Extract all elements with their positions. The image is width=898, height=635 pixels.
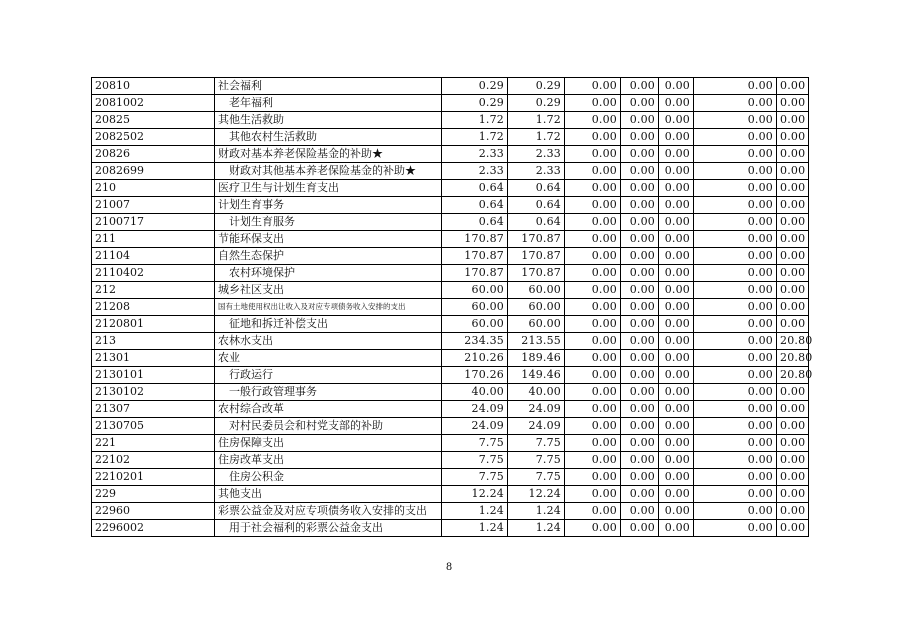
subject-name-cell: 老年福利 [215, 95, 442, 112]
amount-cell-v3: 0.00 [565, 95, 621, 112]
table-row [92, 248, 809, 265]
table-row [92, 197, 809, 214]
subject-code-cell: 2110402 [92, 265, 215, 282]
amount-cell-v1: 170.87 [442, 248, 508, 265]
amount-cell-v1: 7.75 [442, 452, 508, 469]
table-row [92, 299, 809, 316]
amount-cell-v3: 0.00 [565, 401, 621, 418]
amount-cell-v6: 0.00 [694, 452, 777, 469]
table-row [92, 435, 809, 452]
amount-cell-v1: 60.00 [442, 316, 508, 333]
amount-cell-v5: 0.00 [659, 452, 694, 469]
amount-cell-v5: 0.00 [659, 112, 694, 129]
amount-cell-v5: 0.00 [659, 469, 694, 486]
amount-cell-v5: 0.00 [659, 316, 694, 333]
amount-cell-v5: 0.00 [659, 265, 694, 282]
amount-cell-v4: 0.00 [621, 418, 659, 435]
amount-cell-v1: 170.87 [442, 265, 508, 282]
amount-cell-v3: 0.00 [565, 129, 621, 146]
amount-cell-v1: 1.24 [442, 503, 508, 520]
amount-cell-v1: 1.72 [442, 112, 508, 129]
amount-cell-v7: 0.00 [777, 299, 809, 316]
amount-cell-v6: 0.00 [694, 503, 777, 520]
table-row [92, 503, 809, 520]
amount-cell-v4: 0.00 [621, 231, 659, 248]
subject-code-cell: 22102 [92, 452, 215, 469]
amount-cell-v6: 0.00 [694, 163, 777, 180]
amount-cell-v4: 0.00 [621, 265, 659, 282]
amount-cell-v7: 0.00 [777, 282, 809, 299]
page-number: 8 [445, 562, 453, 573]
subject-name-cell: 住房改革支出 [215, 452, 442, 469]
subject-code-cell: 229 [92, 486, 215, 503]
table-row [92, 520, 809, 537]
subject-code-cell: 211 [92, 231, 215, 248]
amount-cell-v2: 60.00 [508, 282, 565, 299]
subject-code-cell: 212 [92, 282, 215, 299]
amount-cell-v3: 0.00 [565, 333, 621, 350]
amount-cell-v3: 0.00 [565, 146, 621, 163]
subject-name-cell: 住房保障支出 [215, 435, 442, 452]
subject-code-cell: 21104 [92, 248, 215, 265]
subject-code-cell: 2082502 [92, 129, 215, 146]
amount-cell-v4: 0.00 [621, 469, 659, 486]
table-row [92, 384, 809, 401]
amount-cell-v5: 0.00 [659, 129, 694, 146]
table-row [92, 214, 809, 231]
amount-cell-v7: 0.00 [777, 384, 809, 401]
subject-name-cell: 医疗卫生与计划生育支出 [215, 180, 442, 197]
amount-cell-v4: 0.00 [621, 367, 659, 384]
amount-cell-v6: 0.00 [694, 146, 777, 163]
amount-cell-v5: 0.00 [659, 520, 694, 537]
amount-cell-v6: 0.00 [694, 214, 777, 231]
amount-cell-v4: 0.00 [621, 146, 659, 163]
subject-name-cell: 计划生育服务 [215, 214, 442, 231]
subject-name-cell: 其他生活救助 [215, 112, 442, 129]
amount-cell-v1: 0.64 [442, 214, 508, 231]
amount-cell-v1: 40.00 [442, 384, 508, 401]
subject-code-cell: 21307 [92, 401, 215, 418]
amount-cell-v7: 20.80 [777, 350, 809, 367]
amount-cell-v2: 1.72 [508, 112, 565, 129]
amount-cell-v7: 0.00 [777, 265, 809, 282]
amount-cell-v1: 60.00 [442, 282, 508, 299]
amount-cell-v7: 0.00 [777, 401, 809, 418]
amount-cell-v2: 170.87 [508, 231, 565, 248]
table-row [92, 231, 809, 248]
amount-cell-v7: 0.00 [777, 520, 809, 537]
subject-code-cell: 20810 [92, 78, 215, 95]
subject-name-cell: 财政对基本养老保险基金的补助★ [215, 146, 442, 163]
subject-code-cell: 210 [92, 180, 215, 197]
amount-cell-v4: 0.00 [621, 350, 659, 367]
amount-cell-v5: 0.00 [659, 78, 694, 95]
amount-cell-v7: 0.00 [777, 452, 809, 469]
amount-cell-v6: 0.00 [694, 299, 777, 316]
amount-cell-v1: 170.26 [442, 367, 508, 384]
amount-cell-v7: 0.00 [777, 78, 809, 95]
amount-cell-v5: 0.00 [659, 214, 694, 231]
amount-cell-v7: 0.00 [777, 486, 809, 503]
amount-cell-v1: 234.35 [442, 333, 508, 350]
amount-cell-v6: 0.00 [694, 367, 777, 384]
amount-cell-v6: 0.00 [694, 112, 777, 129]
amount-cell-v2: 149.46 [508, 367, 565, 384]
amount-cell-v1: 2.33 [442, 146, 508, 163]
subject-code-cell: 2130705 [92, 418, 215, 435]
amount-cell-v7: 0.00 [777, 418, 809, 435]
amount-cell-v3: 0.00 [565, 367, 621, 384]
amount-cell-v5: 0.00 [659, 435, 694, 452]
subject-name-cell: 其他农村生活救助 [215, 129, 442, 146]
subject-name-cell: 用于社会福利的彩票公益金支出 [215, 520, 442, 537]
amount-cell-v2: 60.00 [508, 316, 565, 333]
amount-cell-v3: 0.00 [565, 180, 621, 197]
subject-code-cell: 2082699 [92, 163, 215, 180]
table-row [92, 469, 809, 486]
amount-cell-v5: 0.00 [659, 163, 694, 180]
amount-cell-v5: 0.00 [659, 333, 694, 350]
subject-name-cell: 城乡社区支出 [215, 282, 442, 299]
amount-cell-v6: 0.00 [694, 384, 777, 401]
amount-cell-v6: 0.00 [694, 197, 777, 214]
amount-cell-v1: 0.29 [442, 78, 508, 95]
amount-cell-v5: 0.00 [659, 282, 694, 299]
subject-name-cell: 农业 [215, 350, 442, 367]
table-row [92, 316, 809, 333]
amount-cell-v4: 0.00 [621, 503, 659, 520]
table-row [92, 282, 809, 299]
amount-cell-v4: 0.00 [621, 248, 659, 265]
amount-cell-v6: 0.00 [694, 248, 777, 265]
subject-name-cell: 财政对其他基本养老保险基金的补助★ [215, 163, 442, 180]
amount-cell-v6: 0.00 [694, 350, 777, 367]
amount-cell-v7: 20.80 [777, 333, 809, 350]
subject-code-cell: 2210201 [92, 469, 215, 486]
amount-cell-v3: 0.00 [565, 418, 621, 435]
amount-cell-v5: 0.00 [659, 401, 694, 418]
amount-cell-v4: 0.00 [621, 384, 659, 401]
amount-cell-v6: 0.00 [694, 520, 777, 537]
table-row [92, 367, 809, 384]
subject-name-cell: 对村民委员会和村党支部的补助 [215, 418, 442, 435]
subject-name-cell: 彩票公益金及对应专项债务收入安排的支出 [215, 503, 442, 520]
amount-cell-v5: 0.00 [659, 180, 694, 197]
subject-name-cell: 一般行政管理事务 [215, 384, 442, 401]
amount-cell-v3: 0.00 [565, 503, 621, 520]
subject-code-cell: 2296002 [92, 520, 215, 537]
subject-code-cell: 20825 [92, 112, 215, 129]
table-row [92, 350, 809, 367]
amount-cell-v2: 60.00 [508, 299, 565, 316]
subject-name-cell: 社会福利 [215, 78, 442, 95]
amount-cell-v1: 24.09 [442, 418, 508, 435]
amount-cell-v2: 7.75 [508, 452, 565, 469]
amount-cell-v6: 0.00 [694, 282, 777, 299]
budget-table [91, 77, 813, 537]
table-row [92, 486, 809, 503]
amount-cell-v2: 7.75 [508, 469, 565, 486]
table-body [92, 78, 813, 537]
amount-cell-v4: 0.00 [621, 316, 659, 333]
amount-cell-v2: 0.29 [508, 95, 565, 112]
amount-cell-v6: 0.00 [694, 333, 777, 350]
amount-cell-v6: 0.00 [694, 95, 777, 112]
amount-cell-v4: 0.00 [621, 180, 659, 197]
amount-cell-v7: 0.00 [777, 248, 809, 265]
amount-cell-v4: 0.00 [621, 78, 659, 95]
amount-cell-v3: 0.00 [565, 248, 621, 265]
amount-cell-v6: 0.00 [694, 129, 777, 146]
subject-name-cell: 行政运行 [215, 367, 442, 384]
amount-cell-v7: 0.00 [777, 316, 809, 333]
amount-cell-v4: 0.00 [621, 435, 659, 452]
amount-cell-v2: 213.55 [508, 333, 565, 350]
amount-cell-v5: 0.00 [659, 486, 694, 503]
amount-cell-v7: 0.00 [777, 197, 809, 214]
amount-cell-v2: 0.29 [508, 78, 565, 95]
amount-cell-v6: 0.00 [694, 435, 777, 452]
amount-cell-v5: 0.00 [659, 350, 694, 367]
subject-name-cell: 节能环保支出 [215, 231, 442, 248]
amount-cell-v3: 0.00 [565, 486, 621, 503]
subject-code-cell: 22960 [92, 503, 215, 520]
amount-cell-v7: 0.00 [777, 146, 809, 163]
amount-cell-v2: 7.75 [508, 435, 565, 452]
amount-cell-v7: 0.00 [777, 95, 809, 112]
amount-cell-v6: 0.00 [694, 486, 777, 503]
amount-cell-v2: 0.64 [508, 180, 565, 197]
amount-cell-v6: 0.00 [694, 469, 777, 486]
amount-cell-v1: 12.24 [442, 486, 508, 503]
subject-name-cell: 国有土地使用权出让收入及对应专项债务收入安排的支出 [215, 299, 442, 316]
subject-code-cell: 21301 [92, 350, 215, 367]
subject-name-cell: 其他支出 [215, 486, 442, 503]
subject-code-cell: 20826 [92, 146, 215, 163]
amount-cell-v3: 0.00 [565, 163, 621, 180]
amount-cell-v3: 0.00 [565, 384, 621, 401]
amount-cell-v2: 2.33 [508, 146, 565, 163]
amount-cell-v4: 0.00 [621, 401, 659, 418]
amount-cell-v5: 0.00 [659, 418, 694, 435]
amount-cell-v6: 0.00 [694, 265, 777, 282]
subject-code-cell: 21007 [92, 197, 215, 214]
table-row [92, 146, 809, 163]
amount-cell-v3: 0.00 [565, 350, 621, 367]
amount-cell-v7: 0.00 [777, 112, 809, 129]
amount-cell-v1: 7.75 [442, 469, 508, 486]
amount-cell-v1: 2.33 [442, 163, 508, 180]
amount-cell-v3: 0.00 [565, 469, 621, 486]
amount-cell-v2: 170.87 [508, 265, 565, 282]
amount-cell-v6: 0.00 [694, 231, 777, 248]
amount-cell-v4: 0.00 [621, 163, 659, 180]
table-row [92, 452, 809, 469]
subject-code-cell: 213 [92, 333, 215, 350]
amount-cell-v4: 0.00 [621, 452, 659, 469]
amount-cell-v5: 0.00 [659, 248, 694, 265]
amount-cell-v1: 7.75 [442, 435, 508, 452]
amount-cell-v7: 0.00 [777, 435, 809, 452]
amount-cell-v3: 0.00 [565, 316, 621, 333]
table-row [92, 265, 809, 282]
amount-cell-v7: 0.00 [777, 214, 809, 231]
subject-code-cell: 2130101 [92, 367, 215, 384]
amount-cell-v2: 2.33 [508, 163, 565, 180]
table-row [92, 95, 809, 112]
amount-cell-v1: 60.00 [442, 299, 508, 316]
subject-code-cell: 21208 [92, 299, 215, 316]
amount-cell-v2: 170.87 [508, 248, 565, 265]
amount-cell-v1: 1.72 [442, 129, 508, 146]
subject-name-cell: 农林水支出 [215, 333, 442, 350]
amount-cell-v3: 0.00 [565, 265, 621, 282]
amount-cell-v6: 0.00 [694, 78, 777, 95]
subject-name-cell: 住房公积金 [215, 469, 442, 486]
amount-cell-v5: 0.00 [659, 146, 694, 163]
table-row [92, 418, 809, 435]
table-row [92, 163, 809, 180]
amount-cell-v4: 0.00 [621, 129, 659, 146]
amount-cell-v3: 0.00 [565, 78, 621, 95]
amount-cell-v1: 1.24 [442, 520, 508, 537]
amount-cell-v4: 0.00 [621, 486, 659, 503]
amount-cell-v7: 0.00 [777, 129, 809, 146]
amount-cell-v3: 0.00 [565, 452, 621, 469]
table-row [92, 333, 809, 350]
amount-cell-v4: 0.00 [621, 520, 659, 537]
amount-cell-v5: 0.00 [659, 384, 694, 401]
amount-cell-v7: 0.00 [777, 503, 809, 520]
amount-cell-v3: 0.00 [565, 214, 621, 231]
amount-cell-v7: 0.00 [777, 469, 809, 486]
table-row [92, 78, 809, 95]
amount-cell-v2: 1.72 [508, 129, 565, 146]
amount-cell-v5: 0.00 [659, 197, 694, 214]
table-row [92, 180, 809, 197]
amount-cell-v3: 0.00 [565, 282, 621, 299]
amount-cell-v4: 0.00 [621, 214, 659, 231]
subject-name-cell: 计划生育事务 [215, 197, 442, 214]
amount-cell-v4: 0.00 [621, 299, 659, 316]
amount-cell-v4: 0.00 [621, 333, 659, 350]
subject-name-cell: 农村环境保护 [215, 265, 442, 282]
amount-cell-v1: 0.64 [442, 197, 508, 214]
amount-cell-v3: 0.00 [565, 435, 621, 452]
amount-cell-v6: 0.00 [694, 401, 777, 418]
amount-cell-v2: 24.09 [508, 401, 565, 418]
amount-cell-v4: 0.00 [621, 282, 659, 299]
amount-cell-v6: 0.00 [694, 316, 777, 333]
amount-cell-v5: 0.00 [659, 299, 694, 316]
subject-name-cell: 自然生态保护 [215, 248, 442, 265]
amount-cell-v2: 1.24 [508, 520, 565, 537]
amount-cell-v7: 20.80 [777, 367, 809, 384]
amount-cell-v2: 1.24 [508, 503, 565, 520]
amount-cell-v4: 0.00 [621, 95, 659, 112]
amount-cell-v3: 0.00 [565, 520, 621, 537]
amount-cell-v5: 0.00 [659, 367, 694, 384]
amount-cell-v2: 24.09 [508, 418, 565, 435]
amount-cell-v1: 170.87 [442, 231, 508, 248]
amount-cell-v5: 0.00 [659, 95, 694, 112]
amount-cell-v3: 0.00 [565, 197, 621, 214]
table-row [92, 401, 809, 418]
amount-cell-v2: 40.00 [508, 384, 565, 401]
amount-cell-v3: 0.00 [565, 112, 621, 129]
amount-cell-v2: 12.24 [508, 486, 565, 503]
amount-cell-v1: 24.09 [442, 401, 508, 418]
table-row [92, 129, 809, 146]
subject-code-cell: 2100717 [92, 214, 215, 231]
amount-cell-v5: 0.00 [659, 231, 694, 248]
subject-code-cell: 221 [92, 435, 215, 452]
amount-cell-v4: 0.00 [621, 112, 659, 129]
amount-cell-v2: 189.46 [508, 350, 565, 367]
subject-code-cell: 2130102 [92, 384, 215, 401]
amount-cell-v4: 0.00 [621, 197, 659, 214]
amount-cell-v7: 0.00 [777, 180, 809, 197]
amount-cell-v1: 210.26 [442, 350, 508, 367]
subject-code-cell: 2081002 [92, 95, 215, 112]
amount-cell-v7: 0.00 [777, 163, 809, 180]
subject-name-cell: 农村综合改革 [215, 401, 442, 418]
amount-cell-v2: 0.64 [508, 197, 565, 214]
amount-cell-v3: 0.00 [565, 231, 621, 248]
amount-cell-v3: 0.00 [565, 299, 621, 316]
amount-cell-v6: 0.00 [694, 418, 777, 435]
subject-code-cell: 2120801 [92, 316, 215, 333]
amount-cell-v1: 0.64 [442, 180, 508, 197]
amount-cell-v5: 0.00 [659, 503, 694, 520]
amount-cell-v2: 0.64 [508, 214, 565, 231]
amount-cell-v6: 0.00 [694, 180, 777, 197]
amount-cell-v7: 0.00 [777, 231, 809, 248]
subject-name-cell: 征地和拆迁补偿支出 [215, 316, 442, 333]
amount-cell-v1: 0.29 [442, 95, 508, 112]
table-row [92, 112, 809, 129]
